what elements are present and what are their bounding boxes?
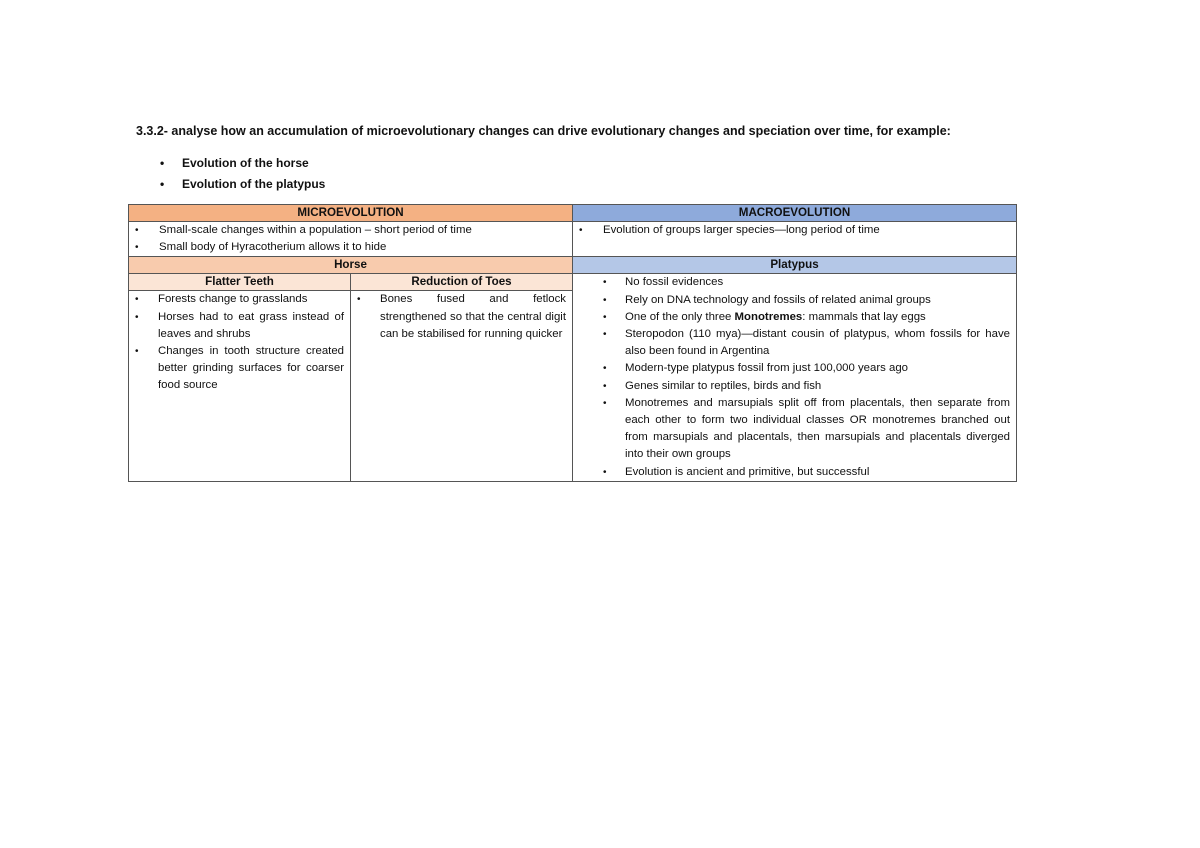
list-item: • Evolution is ancient and primitive, but successful xyxy=(573,464,1016,481)
bullet-icon: • xyxy=(603,329,607,341)
bullet-icon: • xyxy=(603,311,607,323)
list-item: • Monotremes and marsupials split off from placentals, then separate from each other to form two individual classes OR monotremes branched out from marsupials and placentals, then marsupials and placentals diverged into their own groups xyxy=(603,396,1010,461)
list-item: • No fossil evidences xyxy=(573,274,1016,291)
list-item: • Rely on DNA technology and fossils of related animal groups xyxy=(573,292,1016,309)
macroevolution-header: MACROEVOLUTION xyxy=(573,205,1017,222)
list-item: • Small-scale changes within a population – short period of time xyxy=(129,222,572,239)
bullet-icon: • xyxy=(135,311,139,323)
list-item: • Small body of Hyracotherium allows it to hide xyxy=(129,239,572,256)
horse-header: Horse xyxy=(129,257,573,274)
list-item: • Horses had to eat grass instead of leaves and shrubs xyxy=(135,310,344,340)
bullet-icon: • xyxy=(135,242,139,254)
bullet-icon: • xyxy=(135,225,139,236)
macroevolution-cell xyxy=(573,222,1017,257)
bullet-icon: • xyxy=(357,294,361,306)
bullet-icon: • xyxy=(603,397,607,409)
bullet-icon: • xyxy=(603,363,607,375)
bullet-icon: • xyxy=(603,380,607,392)
list-item: • Changes in tooth structure created better grinding surfaces for coarser food source xyxy=(135,345,344,392)
topic-item: • Evolution of the platypus xyxy=(160,177,326,191)
platypus-header: Platypus xyxy=(573,257,1017,274)
evolution-table xyxy=(128,204,1017,482)
bullet-icon: • xyxy=(135,294,139,306)
list-item: • One of the only three Monotremes: mammals that lay eggs xyxy=(573,309,1016,326)
list-item: • Bones fused and fetlock strengthened so that the central digit can be stabilised for running quicker xyxy=(357,293,566,340)
topic-item: • Evolution of the horse xyxy=(160,156,309,170)
bullet-icon: • xyxy=(160,177,165,191)
list-item: • Forests change to grasslands xyxy=(129,291,350,308)
bullet-icon: • xyxy=(603,277,607,289)
bullet-icon: • xyxy=(603,466,607,478)
list-item: • Steropodon (110 mya)—distant cousin of platypus, whom fossils for have also been found in Argentina xyxy=(603,328,1010,358)
microevolution-header: MICROEVOLUTION xyxy=(129,205,573,222)
list-item: • Evolution of groups larger species—long period of time xyxy=(573,222,1016,239)
reduction-of-toes-header: Reduction of Toes xyxy=(351,274,573,291)
bullet-icon: • xyxy=(579,225,583,236)
list-item: • Modern-type platypus fossil from just 100,000 years ago xyxy=(573,360,1016,377)
bullet-icon: • xyxy=(603,294,607,306)
section-heading: 3.3.2- analyse how an accumulation of microevolutionary changes can drive evolutionary changes and speciation over time, for example: xyxy=(136,124,951,138)
platypus-cell xyxy=(573,274,1017,481)
reduction-of-toes-cell xyxy=(351,291,573,481)
list-item: • Genes similar to reptiles, birds and fish xyxy=(573,378,1016,395)
microevolution-cell xyxy=(129,222,573,257)
topic-list xyxy=(160,154,325,196)
bullet-icon: • xyxy=(135,346,139,358)
flatter-teeth-cell xyxy=(129,291,351,481)
flatter-teeth-header: Flatter Teeth xyxy=(129,274,351,291)
bullet-icon: • xyxy=(160,156,165,170)
